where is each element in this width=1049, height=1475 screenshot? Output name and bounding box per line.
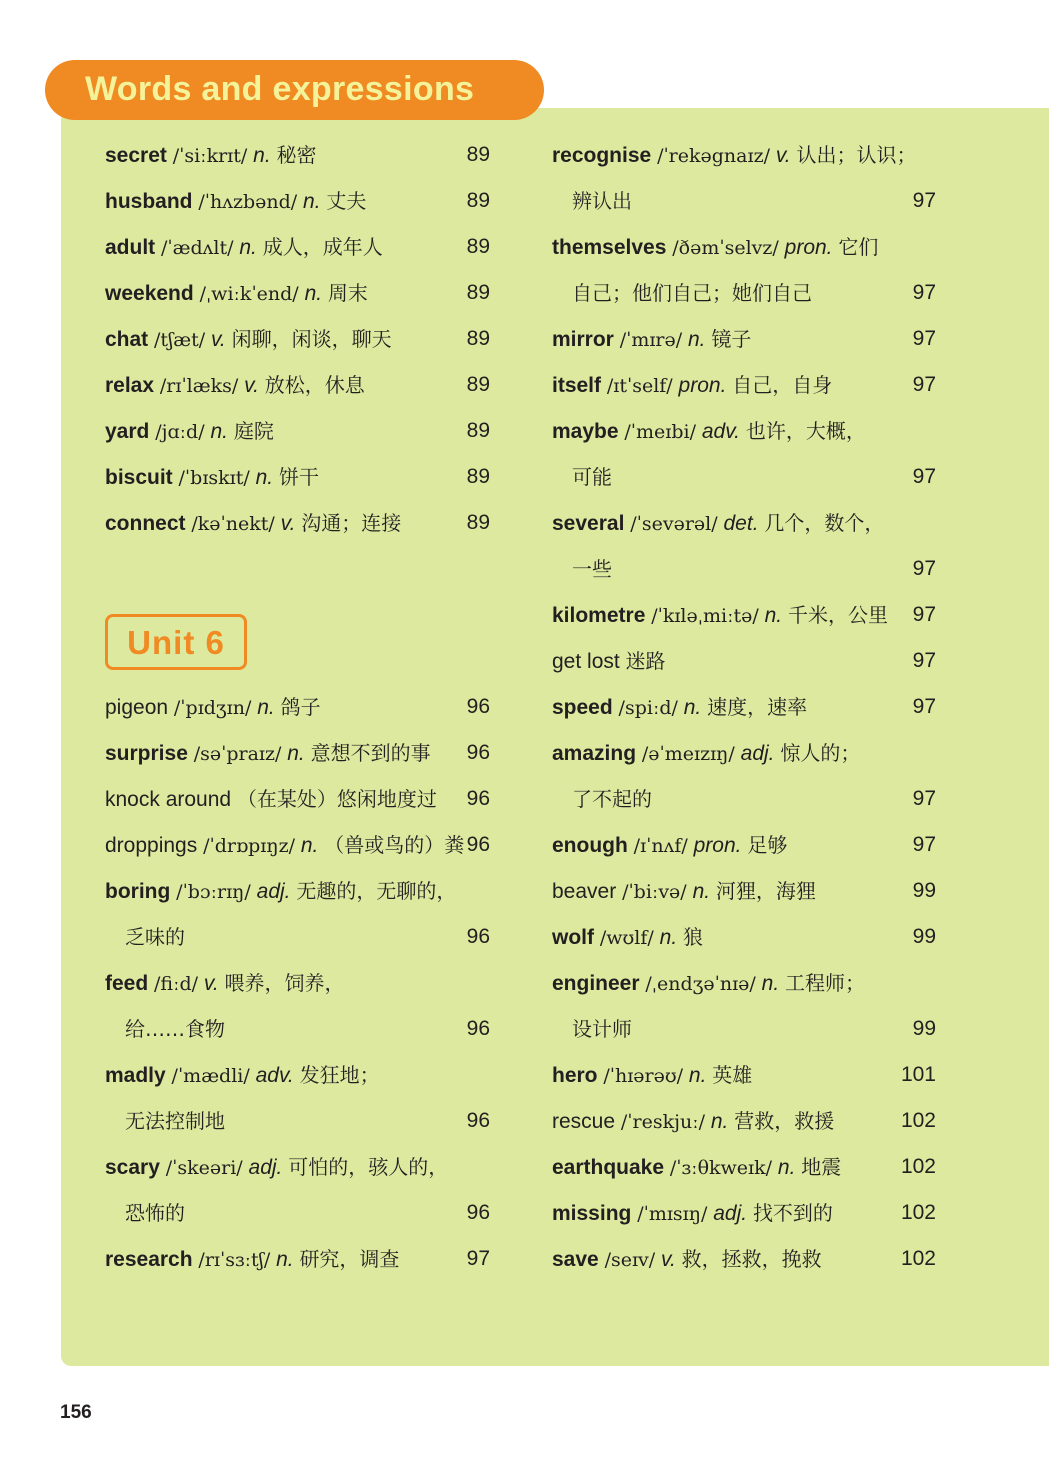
phonetic: /ˈsevərəl/ (630, 513, 718, 535)
chinese-meaning: 喂养，饲养， (224, 971, 345, 995)
page-reference: 89 (466, 281, 490, 304)
part-of-speech: n. (239, 236, 257, 259)
part-of-speech: pron. (678, 374, 727, 397)
vocab-entry (552, 960, 865, 1006)
phonetic: /ˈdrɒpɪŋz/ (203, 835, 295, 857)
part-of-speech: v. (244, 374, 259, 397)
part-of-speech: adv. (255, 1064, 294, 1087)
vocab-entry (125, 1006, 225, 1052)
part-of-speech: adj. (713, 1202, 748, 1225)
vocab-word: droppings (105, 834, 198, 857)
vocab-entry (552, 500, 884, 546)
vocab-word: recognise (552, 144, 652, 167)
vocab-entry (552, 1190, 833, 1236)
page-number: 156 (60, 1402, 92, 1423)
page-reference: 99 (912, 1017, 936, 1040)
part-of-speech: n. (287, 742, 305, 765)
vocab-word: hero (552, 1064, 598, 1087)
phonetic: /ˈhɪərəʊ/ (603, 1065, 684, 1087)
part-of-speech: n. (303, 190, 321, 213)
page-reference: 89 (466, 419, 490, 442)
vocab-entry (552, 316, 751, 362)
vocab-word: beaver (552, 880, 617, 903)
phonetic: /rɪˈlæks/ (159, 375, 239, 397)
page-reference: 96 (466, 1201, 490, 1224)
chinese-meaning: 恐怖的 (125, 1201, 185, 1225)
part-of-speech: adv. (701, 420, 740, 443)
page-reference: 89 (466, 235, 490, 258)
page-reference: 89 (466, 189, 490, 212)
vocab-entry (105, 362, 365, 408)
vocab-entry (125, 914, 185, 960)
vocab-word: madly (105, 1064, 166, 1087)
part-of-speech: n. (683, 696, 702, 719)
vocab-word: knock around (105, 788, 232, 811)
vocab-entry (552, 1144, 841, 1190)
page-reference: 89 (466, 327, 490, 350)
vocab-word: husband (105, 190, 193, 213)
chinese-meaning: 乏味的 (125, 925, 185, 949)
chinese-meaning: 意想不到的事 (310, 741, 431, 765)
page-reference: 89 (466, 373, 490, 396)
page-reference: 97 (912, 649, 936, 672)
phonetic: /ˌendʒəˈnɪə/ (645, 973, 756, 995)
vocab-entry (105, 500, 401, 546)
part-of-speech: n. (764, 604, 783, 627)
page-reference: 97 (466, 1247, 490, 1270)
phonetic: /ˈrekəgnaɪz/ (657, 145, 770, 167)
page-reference: 102 (900, 1155, 936, 1178)
chinese-meaning: 工程师； (785, 971, 865, 995)
phonetic: /jɑːd/ (155, 421, 205, 443)
part-of-speech: v. (280, 512, 296, 535)
page-reference: 97 (912, 787, 936, 810)
vocab-entry (552, 362, 832, 408)
vocab-word: engineer (552, 972, 640, 995)
unit-heading: Unit 6 (127, 624, 225, 661)
vocab-entry (552, 132, 916, 178)
phonetic: /ˈmædli/ (171, 1065, 250, 1087)
page-reference: 96 (466, 695, 490, 718)
unit-heading-box (105, 614, 247, 670)
page-reference: 97 (912, 465, 936, 488)
part-of-speech: v. (210, 328, 226, 351)
phonetic: /ˈmɪsɪŋ/ (637, 1203, 708, 1225)
vocab-entry (105, 1236, 399, 1282)
vocab-entry (552, 684, 807, 730)
chinese-meaning: 丈夫 (326, 189, 367, 213)
part-of-speech: v. (203, 972, 219, 995)
phonetic: /kəˈnekt/ (191, 513, 275, 535)
page-reference: 97 (912, 373, 936, 396)
chinese-meaning: 研究，调查 (299, 1247, 400, 1271)
vocab-entry (572, 178, 632, 224)
vocab-entry (105, 224, 383, 270)
chinese-meaning: 认出；认识； (796, 143, 917, 167)
vocab-entry (125, 1190, 185, 1236)
part-of-speech: v. (661, 1248, 676, 1271)
phonetic: /ˈskeəri/ (165, 1157, 243, 1179)
vocab-word: several (552, 512, 625, 535)
chinese-meaning: 自己，自身 (732, 373, 833, 397)
part-of-speech: adj. (740, 742, 775, 765)
phonetic: /ˈmɪrə/ (619, 329, 683, 351)
vocab-word: biscuit (105, 466, 173, 489)
page-reference: 97 (912, 189, 936, 212)
chinese-meaning: 河狸，海狸 (715, 879, 816, 903)
vocab-entry (572, 454, 612, 500)
page-reference: 102 (900, 1109, 936, 1132)
part-of-speech: n. (688, 1064, 707, 1087)
section-banner (45, 60, 544, 120)
vocab-word: earthquake (552, 1156, 665, 1179)
chinese-meaning: 迷路 (625, 649, 666, 673)
chinese-meaning: 闲聊，闲谈，聊天 (231, 327, 392, 351)
vocab-entry (105, 822, 464, 868)
part-of-speech: n. (257, 696, 275, 719)
vocab-word: pigeon (105, 696, 169, 719)
chinese-meaning: 自己；他们自己；她们自己 (572, 281, 812, 305)
page-reference: 102 (900, 1201, 936, 1224)
page-reference: 96 (466, 1017, 490, 1040)
page-reference: 96 (466, 787, 490, 810)
vocab-word: yard (105, 420, 150, 443)
part-of-speech: n. (210, 420, 228, 443)
phonetic: /ˈpɪdʒɪn/ (173, 697, 252, 719)
page-reference: 101 (900, 1063, 936, 1086)
phonetic: /ˈreskjuː/ (620, 1111, 706, 1133)
chinese-meaning: 成人，成年人 (262, 235, 383, 259)
phonetic: /əˈmeɪzɪŋ/ (641, 743, 735, 765)
vocab-entry (105, 730, 431, 776)
page-reference: 96 (466, 741, 490, 764)
chinese-meaning: 找不到的 (752, 1201, 833, 1225)
vocab-entry (552, 408, 866, 454)
vocab-entry (552, 868, 816, 914)
page-reference: 97 (912, 603, 936, 626)
phonetic: /wʊlf/ (599, 927, 654, 949)
page-reference: 96 (466, 833, 490, 856)
vocab-entry (552, 1098, 834, 1144)
page-reference: 97 (912, 833, 936, 856)
chinese-meaning: 给……食物 (125, 1017, 225, 1041)
vocab-entry (105, 776, 437, 822)
part-of-speech: n. (692, 880, 711, 903)
chinese-meaning: 沟通；连接 (301, 511, 402, 535)
page-reference: 89 (466, 465, 490, 488)
section-title: Words and expressions (85, 70, 475, 108)
chinese-meaning: 无趣的，无聊的， (296, 879, 457, 903)
vocab-word: mirror (552, 328, 614, 351)
vocab-word: surprise (105, 742, 188, 765)
vocab-word: scary (105, 1156, 160, 1179)
vocab-entry (552, 914, 703, 960)
part-of-speech: n. (304, 282, 323, 305)
chinese-meaning: 一些 (572, 557, 612, 581)
vocab-entry (552, 224, 878, 270)
part-of-speech: n. (255, 466, 274, 489)
chinese-meaning: 足够 (747, 833, 788, 857)
page-reference: 99 (912, 879, 936, 902)
phonetic: /ˈmeɪbi/ (624, 421, 696, 443)
phonetic: /ɪˈnʌf/ (633, 835, 688, 857)
page-reference: 102 (900, 1247, 936, 1270)
vocab-word: adult (105, 236, 156, 259)
vocab-entry (552, 822, 787, 868)
chinese-meaning: 速度，速率 (707, 695, 808, 719)
vocab-word: amazing (552, 742, 637, 765)
vocab-word: itself (552, 374, 602, 397)
phonetic: /ˈɜːθkweɪk/ (669, 1157, 773, 1179)
part-of-speech: adj. (256, 880, 291, 903)
part-of-speech: n. (659, 926, 678, 949)
page-reference: 96 (466, 1109, 490, 1132)
vocab-entry (572, 270, 812, 316)
chinese-meaning: 发狂地； (299, 1063, 380, 1087)
phonetic: /ðəmˈselvz/ (672, 237, 779, 259)
vocab-entry (105, 868, 456, 914)
chinese-meaning: 几个，数个， (764, 511, 885, 535)
page-reference: 99 (912, 925, 936, 948)
chinese-meaning: 放松，休息 (264, 373, 365, 397)
vocab-word: research (105, 1248, 193, 1271)
phonetic: /ˈædʌlt/ (161, 237, 234, 259)
phonetic: /ˈbɪskɪt/ (178, 467, 250, 489)
vocab-entry (105, 1052, 380, 1098)
part-of-speech: adj. (248, 1156, 283, 1179)
page-reference: 97 (912, 327, 936, 350)
part-of-speech: n. (688, 328, 706, 351)
vocab-entry (572, 776, 652, 822)
chinese-meaning: （兽或鸟的）粪 (324, 833, 465, 857)
vocab-entry (105, 408, 274, 454)
page-reference: 97 (912, 281, 936, 304)
chinese-meaning: 救，拯救，挽救 (681, 1247, 822, 1271)
phonetic: /rɪˈsɜːtʃ/ (198, 1249, 271, 1271)
part-of-speech: pron. (693, 834, 742, 857)
part-of-speech: n. (253, 144, 271, 167)
phonetic: /ˈkɪləˌmiːtə/ (651, 605, 759, 627)
phonetic: /ˈhʌzbənd/ (198, 191, 298, 213)
chinese-meaning: 可能 (572, 465, 612, 489)
phonetic: /spiːd/ (618, 697, 678, 719)
vocab-entry (105, 132, 317, 178)
chinese-meaning: 周末 (327, 281, 368, 305)
vocab-entry (552, 592, 888, 638)
page-reference: 96 (466, 925, 490, 948)
page-reference: 89 (466, 511, 490, 534)
vocab-word: speed (552, 696, 613, 719)
chinese-meaning: 惊人的； (780, 741, 861, 765)
vocab-entry (105, 1144, 448, 1190)
phonetic: /seɪv/ (604, 1249, 656, 1271)
chinese-meaning: 地震 (801, 1155, 842, 1179)
vocab-word: rescue (552, 1110, 616, 1133)
chinese-meaning: 设计师 (572, 1017, 632, 1041)
chinese-meaning: 辨认出 (572, 189, 632, 213)
part-of-speech: v. (775, 144, 791, 167)
chinese-meaning: 了不起的 (572, 787, 652, 811)
part-of-speech: n. (777, 1156, 796, 1179)
vocab-word: kilometre (552, 604, 646, 627)
part-of-speech: det. (723, 512, 759, 535)
vocab-word: enough (552, 834, 628, 857)
vocab-entry (125, 1098, 225, 1144)
page-reference: 89 (466, 143, 490, 166)
chinese-meaning: 无法控制地 (125, 1109, 225, 1133)
chinese-meaning: 镜子 (711, 327, 752, 351)
chinese-meaning: 可怕的，骇人的， (288, 1155, 449, 1179)
vocab-word: boring (105, 880, 171, 903)
vocab-word: connect (105, 512, 186, 535)
part-of-speech: n. (300, 834, 319, 857)
vocab-entry (105, 316, 392, 362)
chinese-meaning: 英雄 (712, 1063, 753, 1087)
chinese-meaning: 也许，大概， (745, 419, 866, 443)
phonetic: /ˌwiːkˈend/ (199, 283, 299, 305)
part-of-speech: n. (761, 972, 780, 995)
vocab-entry (552, 1052, 752, 1098)
vocab-entry (105, 178, 366, 224)
vocab-entry (105, 454, 319, 500)
vocab-entry (105, 270, 368, 316)
part-of-speech: n. (276, 1248, 294, 1271)
phonetic: /səˈpraɪz/ (193, 743, 282, 765)
part-of-speech: pron. (784, 236, 833, 259)
chinese-meaning: 庭院 (233, 419, 274, 443)
chinese-meaning: 营救，救援 (734, 1109, 835, 1133)
vocab-entry (552, 1236, 822, 1282)
page-reference: 97 (912, 695, 936, 718)
vocab-entry (572, 546, 612, 592)
phonetic: /ˈbiːvə/ (622, 881, 687, 903)
phonetic: /ˈbɔːrɪŋ/ (176, 881, 251, 903)
vocab-word: get lost (552, 650, 620, 673)
page-reference: 97 (912, 557, 936, 580)
vocab-word: missing (552, 1202, 632, 1225)
vocab-word: secret (105, 144, 167, 167)
chinese-meaning: 千米，公里 (787, 603, 888, 627)
vocab-entry (105, 960, 345, 1006)
vocab-word: feed (105, 972, 149, 995)
chinese-meaning: （在某处）悠闲地度过 (236, 787, 437, 811)
vocab-entry (105, 684, 321, 730)
chinese-meaning: 饼干 (278, 465, 319, 489)
phonetic: /fiːd/ (154, 973, 199, 995)
phonetic: /tʃæt/ (154, 329, 206, 351)
chinese-meaning: 鸽子 (280, 695, 321, 719)
vocab-word: save (552, 1248, 599, 1271)
phonetic: /ɪtˈself/ (606, 375, 673, 397)
chinese-meaning: 它们 (838, 235, 879, 259)
chinese-meaning: 狼 (683, 925, 704, 949)
vocab-entry (552, 638, 666, 684)
chinese-meaning: 秘密 (276, 143, 317, 167)
part-of-speech: n. (710, 1110, 729, 1133)
vocab-word: maybe (552, 420, 619, 443)
vocab-word: wolf (552, 926, 594, 949)
vocab-entry (552, 730, 860, 776)
vocab-entry (572, 1006, 632, 1052)
vocab-word: relax (105, 374, 155, 397)
vocab-word: themselves (552, 236, 667, 259)
vocab-word: chat (105, 328, 149, 351)
vocab-word: weekend (105, 282, 194, 305)
phonetic: /ˈsiːkrɪt/ (172, 145, 248, 167)
